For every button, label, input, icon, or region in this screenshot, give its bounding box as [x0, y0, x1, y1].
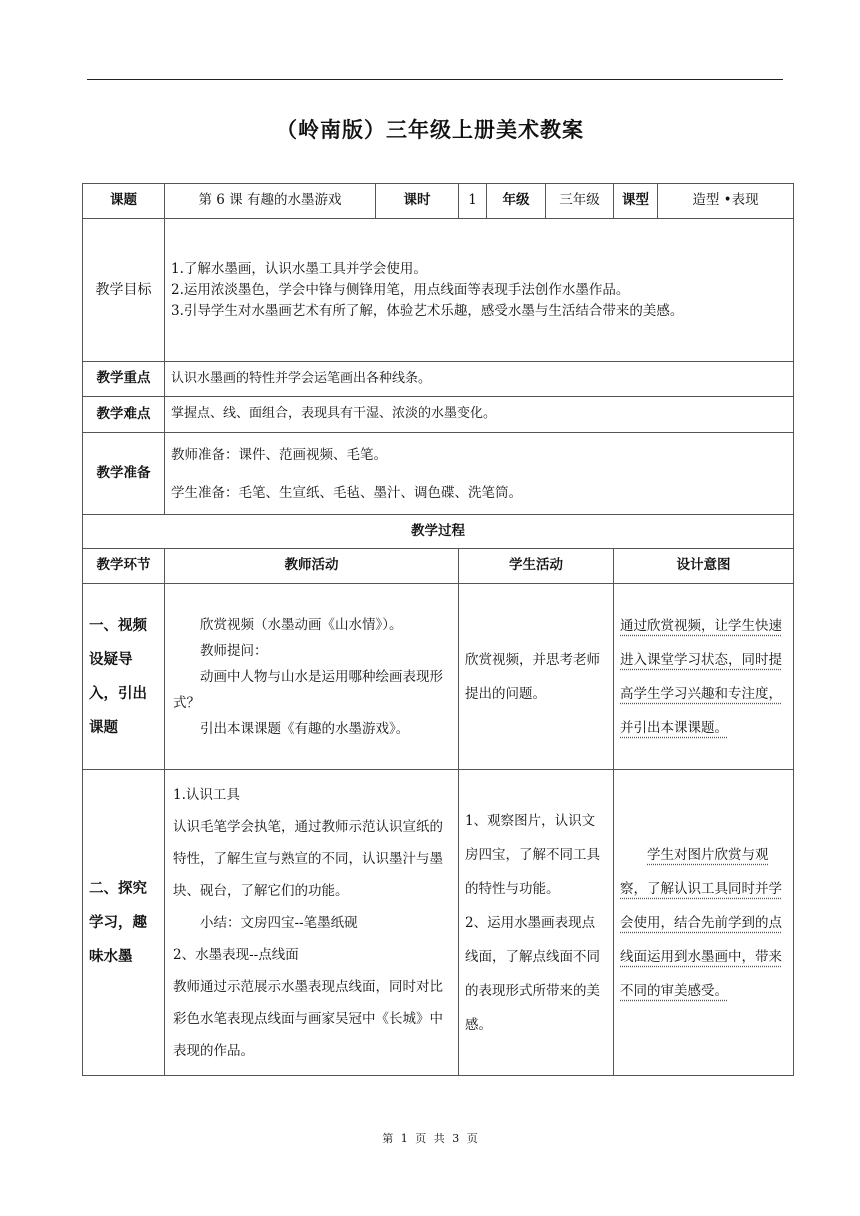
goals-content — [165, 219, 794, 362]
goal-item: 2.运用浓淡墨色，学会中锋与侧锋用笔，用点线面等表现手法创作水墨作品。 — [171, 281, 630, 298]
page-footer: 第 1 页 共 3 页 — [382, 1132, 478, 1145]
teacher-activity — [165, 770, 459, 1076]
step-label-line: 二、探究 — [89, 880, 147, 897]
teacher-activity-line: 小结：文房四宝--笔墨纸砚 — [200, 914, 358, 931]
step-label-line: 味水墨 — [89, 948, 133, 965]
process-header-row — [83, 549, 794, 584]
teacher-preparation: 教师准备：课件、范画视频、毛笔。 — [171, 446, 387, 463]
teacher-activity-line: 动画中人物与山水是运用哪种绘画表现形式？ — [173, 668, 443, 711]
design-intent-text: 学生对图片欣赏与观察，了解认识工具同时并学会使用，结合先前学到的点线面运用到水墨画中，带来不同的审美感受。 — [620, 846, 782, 999]
student-activity-text: 欣赏视频，并思考老师提出的问题。 — [465, 651, 600, 702]
goal-item: 3.引导学生对水墨画艺术有所了解，体验艺术乐趣，感受水墨与生活结合带来的美感。 — [171, 302, 684, 319]
teacher-activity-line: 教师提问： — [200, 642, 268, 659]
lesson-plan-table — [82, 183, 794, 1076]
student-activity-text: 2、运用水墨画表现点线面，了解点线面不同的表现形式所带来的美感。 — [465, 914, 600, 1033]
difficulty-value: 掌握点、线、面组合，表现具有干湿、浓淡的水墨变化。 — [165, 397, 794, 433]
key-point-row — [83, 362, 794, 397]
design-intent-text: 通过欣赏视频，让学生快速进入课堂学习状态，同时提高学生学习兴趣和专注度，并引出本课课题。 — [620, 617, 782, 736]
teacher-activity-line: 教师通过示范展示水墨表现点线面，同时对比彩色水笔表现点线面与画家吴冠中《长城》中表现的作品。 — [173, 978, 443, 1059]
step-label-line: 课题 — [89, 719, 118, 736]
grade-label: 年级 — [487, 184, 546, 219]
student-activity-text: 1、观察图片，认识文房四宝，了解不同工具的特性与功能。 — [465, 812, 600, 897]
preparation-content — [165, 433, 794, 515]
step-row — [83, 770, 794, 1076]
teacher-activity-line: 引出本课课题《有趣的水墨游戏》。 — [200, 720, 410, 737]
document-title: （岭南版）三年级上册美术教案 — [276, 118, 584, 142]
teacher-activity-line: 认识毛笔学会执笔，通过教师示范认识宣纸的特性，了解生宣与熟宣的不同，认识墨汁与墨块、砚台，了解它们的功能。 — [173, 818, 443, 899]
student-preparation: 学生准备：毛笔、生宣纸、毛毡、墨汁、调色碟、洗笔筒。 — [171, 484, 522, 501]
key-point-label: 教学重点 — [83, 362, 165, 397]
step-label — [83, 770, 165, 1076]
step-label-line: 一、视频 — [89, 617, 147, 634]
type-label: 课型 — [614, 184, 658, 219]
difficulty-label: 教学难点 — [83, 397, 165, 433]
step-label — [83, 584, 165, 770]
key-point-value: 认识水墨画的特性并学会运笔画出各种线条。 — [165, 362, 794, 397]
teacher-activity — [165, 584, 459, 770]
preparation-label: 教学准备 — [83, 433, 165, 515]
type-value: 造型 •表现 — [658, 184, 794, 219]
hours-value: 1 — [459, 184, 487, 219]
teacher-activity-line: 1.认识工具 — [173, 786, 240, 803]
goals-row — [83, 219, 794, 362]
column-header-student: 学生活动 — [459, 549, 614, 584]
step-label-line: 设疑导 — [89, 651, 133, 668]
column-header-teacher: 教师活动 — [165, 549, 459, 584]
design-intent — [614, 770, 794, 1076]
teacher-activity-line: 2、水墨表现--点线面 — [173, 946, 299, 963]
student-activity — [459, 584, 614, 770]
preparation-row — [83, 433, 794, 515]
difficulty-row — [83, 397, 794, 433]
lesson-label: 课题 — [83, 184, 165, 219]
header-row — [83, 184, 794, 219]
step-label-line: 入，引出 — [89, 685, 147, 702]
step-label-line: 学习，趣 — [89, 914, 147, 931]
design-intent — [614, 584, 794, 770]
column-header-intent: 设计意图 — [614, 549, 794, 584]
lesson-value: 第 6 课 有趣的水墨游戏 — [165, 184, 376, 219]
column-header-stage: 教学环节 — [83, 549, 165, 584]
header-rule — [87, 79, 783, 80]
grade-value: 三年级 — [546, 184, 614, 219]
process-title-row — [83, 515, 794, 549]
student-activity — [459, 770, 614, 1076]
hours-label: 课时 — [376, 184, 459, 219]
teacher-activity-line: 欣赏视频（水墨动画《山水情》）。 — [200, 616, 403, 633]
goals-label: 教学目标 — [83, 219, 165, 362]
step-row — [83, 584, 794, 770]
goal-item: 1.了解水墨画，认识水墨工具并学会使用。 — [171, 260, 427, 277]
process-title: 教学过程 — [83, 515, 794, 549]
